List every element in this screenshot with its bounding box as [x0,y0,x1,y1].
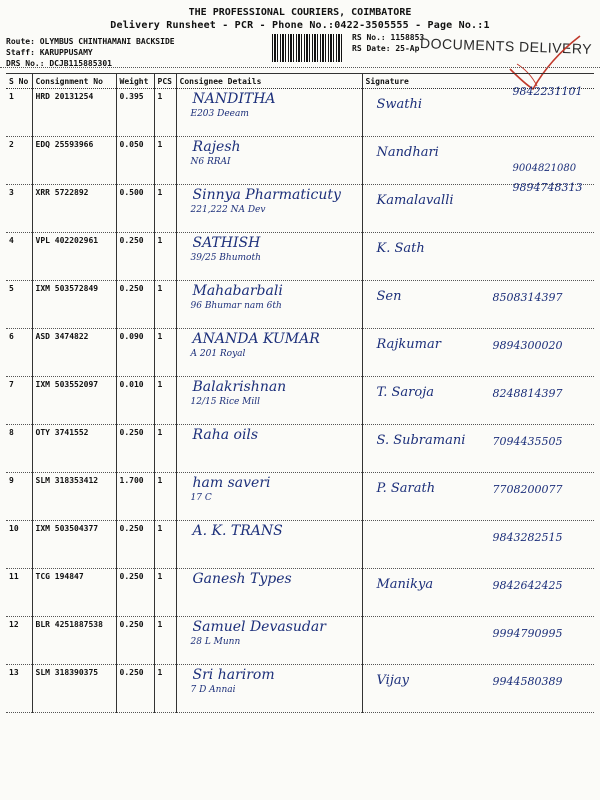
handwritten-signature: T. Saroja [376,385,435,400]
table-row [6,281,594,329]
table-header-row [6,74,594,89]
row-signature [362,181,594,233]
receiver-phone: 9944580389 [492,675,563,688]
consignee-name: Raha oils [192,427,259,443]
row-pcs: 1 [154,665,176,713]
runsheet-table [6,73,594,713]
row-consignment-no: IXM 503552097 [32,377,116,425]
consignee-name: Sinnya Pharmaticuty [192,187,341,203]
table-row [6,89,594,137]
row-pcs: 1 [154,329,176,377]
row-signature [362,329,594,377]
row-signature [362,137,594,185]
table-row [6,377,594,425]
consignee-name: Mahabarbali [192,283,283,299]
col-signature: Signature [362,74,594,89]
table-row [6,329,594,377]
row-pcs: 1 [154,569,176,617]
handwritten-signature: K. Sath [376,241,425,256]
handwritten-signature: P. Sarath [376,481,436,496]
consignee-address: A 201 Royal [190,349,246,359]
row-sno: 8 [6,425,32,473]
row-sno: 13 [6,665,32,713]
row-pcs: 1 [154,425,176,473]
table-row [6,185,594,233]
row-sno: 11 [6,569,32,617]
row-signature [362,233,594,281]
table-row [6,617,594,665]
row-weight: 0.250 [116,569,154,617]
table-row [6,137,594,185]
row-pcs: 1 [154,473,176,521]
row-weight: 0.250 [116,281,154,329]
handwritten-signature: Nandhari [376,145,439,160]
row-consignment-no: BLR 4251887538 [32,617,116,665]
consignee-name: Samuel Devasudar [192,619,326,635]
receiver-phone: 9894748313 [512,181,583,194]
consignee-name: SATHISH [192,235,261,251]
row-pcs: 1 [154,281,176,329]
consignee-name: Sri harirom [192,667,275,683]
documents-delivery-stamp: DOCUMENTS DELIVERY [419,35,593,57]
col-pcs: PCS [154,74,176,89]
rs-number: RS No.: 1158853 [352,33,425,42]
row-sno: 3 [6,185,32,233]
receiver-phone: 9842642425 [492,579,563,592]
row-consignee-details [176,329,362,377]
row-signature [362,521,594,569]
row-signature [362,425,594,473]
consignee-address: 12/15 Rice Mill [190,397,261,407]
consignee-address: 39/25 Bhumoth [190,253,261,263]
row-weight: 0.090 [116,329,154,377]
row-weight: 0.010 [116,377,154,425]
row-sno: 4 [6,233,32,281]
handwritten-signature: Vijay [376,673,409,688]
row-consignee-details [176,89,362,137]
row-pcs: 1 [154,89,176,137]
table-row [6,521,594,569]
row-consignment-no: HRD 20131254 [32,89,116,137]
consignee-name: Ganesh Types [192,571,292,587]
company-title: THE PROFESSIONAL COURIERS, COIMBATORE [188,7,412,18]
row-signature [362,85,594,137]
row-sno: 12 [6,617,32,665]
row-weight: 1.700 [116,473,154,521]
row-consignment-no: SLM 318390375 [32,665,116,713]
consignee-address: E203 Deeam [190,109,249,119]
rs-date: RS Date: 25-Ap [352,44,420,53]
row-pcs: 1 [154,377,176,425]
handwritten-signature: Kamalavalli [376,193,454,208]
consignee-name: A. K. TRANS [192,523,283,539]
consignee-name: Balakrishnan [192,379,287,395]
receiver-phone: 9004821080 [512,163,577,174]
row-sno: 9 [6,473,32,521]
row-consignment-no: SLM 318353412 [32,473,116,521]
row-consignment-no: IXM 503572849 [32,281,116,329]
receiver-phone: 9894300020 [492,339,563,352]
handwritten-signature: Manikya [376,577,434,592]
receiver-phone: 7708200077 [492,483,563,496]
receiver-phone: 8248814397 [492,387,563,400]
consignee-name: NANDITHA [192,91,276,107]
row-consignment-no: TCG 194847 [32,569,116,617]
row-consignee-details [176,377,362,425]
header-divider [0,67,600,69]
table-row [6,473,594,521]
row-sno: 5 [6,281,32,329]
row-pcs: 1 [154,137,176,185]
row-consignee-details [176,233,362,281]
row-consignment-no: VPL 402202961 [32,233,116,281]
consignee-address: 96 Bhumar nam 6th [190,301,282,311]
col-consignee: Consignee Details [176,74,362,89]
row-signature [362,377,594,425]
consignee-address: 7 D Annai [190,685,236,695]
row-sno: 7 [6,377,32,425]
row-consignment-no: ASD 3474822 [32,329,116,377]
row-consignee-details [176,569,362,617]
row-consignee-details [176,617,362,665]
route-label: Route: OLYMBUS CHINTHAMANI BACKSIDE [6,37,175,46]
consignee-address: 28 L Munn [190,637,241,647]
row-consignment-no: IXM 503504377 [32,521,116,569]
row-signature [362,281,594,329]
row-consignee-details [176,473,362,521]
row-consignee-details [176,185,362,233]
row-consignment-no: OTY 3741552 [32,425,116,473]
row-weight: 0.395 [116,89,154,137]
runsheet-title: Delivery Runsheet - PCR - Phone No.:0422-3505555 - Page No.:1 [110,20,490,31]
handwritten-signature: Swathi [376,97,423,112]
handwritten-signature: Sen [376,289,402,304]
row-signature [362,569,594,617]
consignee-name: Rajesh [192,139,241,155]
consignee-address: N6 RRAI [190,157,231,167]
table-row [6,425,594,473]
row-consignee-details [176,137,362,185]
barcode [272,34,342,62]
row-pcs: 1 [154,617,176,665]
row-pcs: 1 [154,185,176,233]
consignee-name: ANANDA KUMAR [192,331,320,347]
row-consignee-details [176,425,362,473]
row-weight: 0.250 [116,425,154,473]
table-row [6,569,594,617]
receiver-phone: 7094435505 [492,435,563,448]
row-weight: 0.250 [116,521,154,569]
handwritten-signature: Rajkumar [376,337,441,352]
row-sno: 10 [6,521,32,569]
row-signature [362,473,594,521]
col-sno: S No [6,74,32,89]
drs-label: DRS No.: DCJB115885301 [6,59,112,68]
handwritten-signature: S. Subramani [376,433,466,448]
consignee-address: 17 C [190,493,212,503]
row-weight: 0.050 [116,137,154,185]
staff-label: Staff: KARUPPUSAMY [6,48,93,57]
row-pcs: 1 [154,521,176,569]
receiver-phone: 9842231101 [512,85,583,98]
row-weight: 0.250 [116,617,154,665]
row-weight: 0.500 [116,185,154,233]
row-consignee-details [176,521,362,569]
row-pcs: 1 [154,233,176,281]
row-consignment-no: EDQ 25593966 [32,137,116,185]
row-weight: 0.250 [116,665,154,713]
consignee-address: 221,222 NA Dev [190,205,266,215]
table-row [6,233,594,281]
consignee-name: ham saveri [192,475,271,491]
row-consignee-details [176,281,362,329]
row-sno: 1 [6,89,32,137]
receiver-phone: 9843282515 [492,531,563,544]
row-weight: 0.250 [116,233,154,281]
row-sno: 2 [6,137,32,185]
row-consignee-details [176,665,362,713]
receiver-phone: 8508314397 [492,291,563,304]
col-weight: Weight [116,74,154,89]
receiver-phone: 9994790995 [492,627,563,640]
row-signature [362,665,594,713]
table-row [6,665,594,713]
col-consignment: Consignment No [32,74,116,89]
row-signature [362,617,594,665]
row-consignment-no: XRR 5722892 [32,185,116,233]
row-sno: 6 [6,329,32,377]
